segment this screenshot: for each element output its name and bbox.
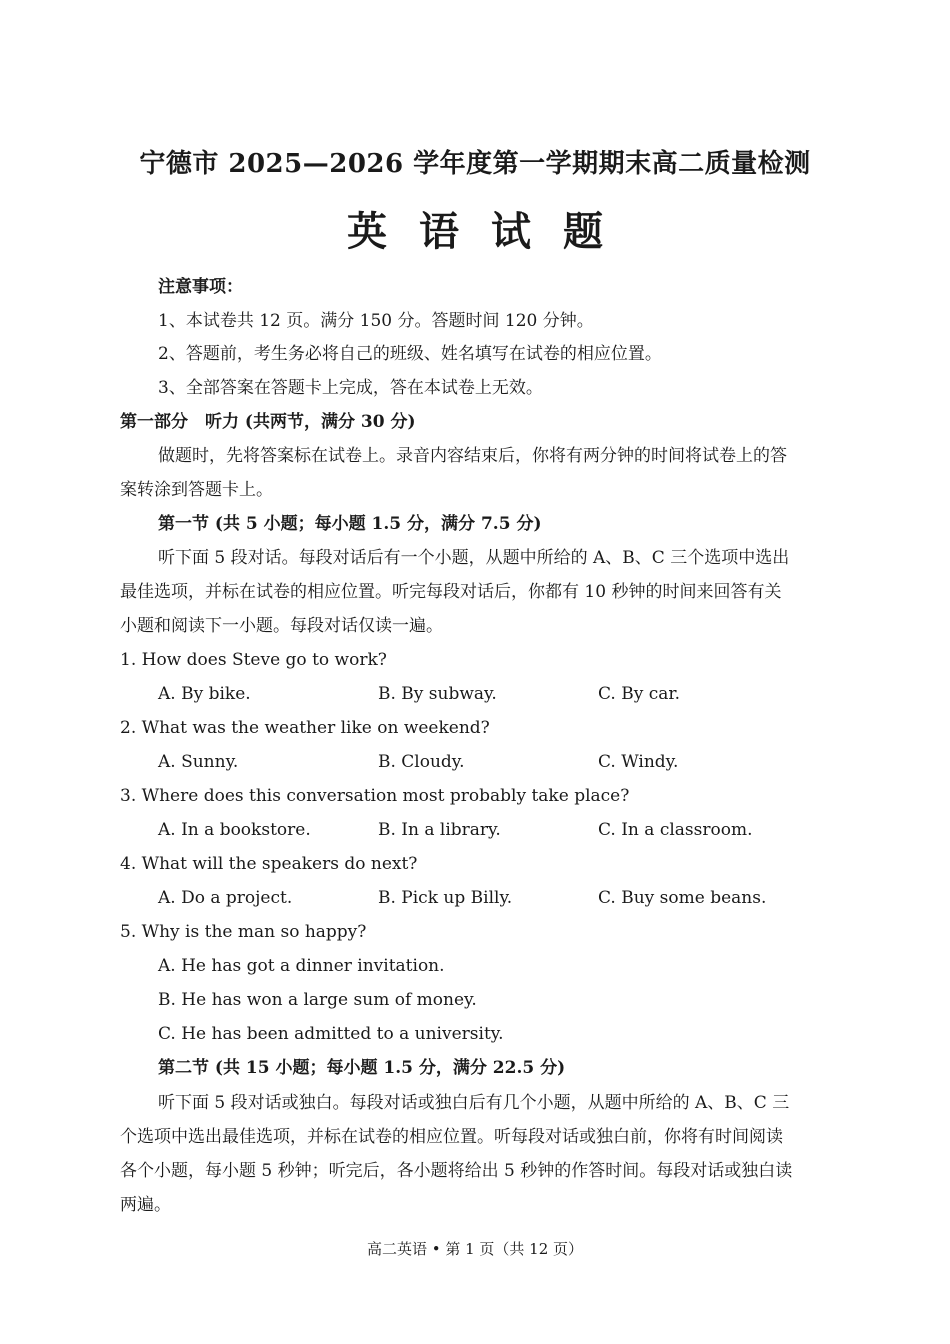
question-text: 2. What was the weather like on weekend? — [120, 718, 490, 738]
section2-intro-line: 各个小题，每小题 5 秒钟；听完后，各小题将给出 5 秒钟的作答时间。每段对话或独白读 — [120, 1161, 793, 1181]
option-b: B. He has won a large sum of money. — [158, 990, 477, 1010]
question-text: 5. Why is the man so happy? — [120, 922, 367, 942]
notice-item: 3、全部答案在答题卡上完成，答在本试卷上无效。 — [158, 378, 543, 398]
option-b: B. In a library. — [378, 820, 501, 840]
section1-intro-line: 小题和阅读下一小题。每段对话仅读一遍。 — [120, 616, 443, 636]
section2-intro-line: 个选项中选出最佳选项，并标在试卷的相应位置。听每段对话或独白前，你将有时间阅读 — [120, 1127, 783, 1147]
section1-intro-line: 最佳选项，并标在试卷的相应位置。听完每段对话后，你都有 10 秒钟的时间来回答有关 — [120, 582, 782, 602]
notice-heading: 注意事项： — [158, 277, 243, 297]
subject-title: 英语试题 — [347, 208, 635, 255]
section2-intro-line: 两遍。 — [120, 1195, 171, 1215]
option-c: C. Windy. — [598, 752, 679, 772]
option-a: A. Sunny. — [158, 752, 239, 772]
option-a: A. Do a project. — [158, 888, 293, 908]
option-a: A. In a bookstore. — [158, 820, 311, 840]
option-c: C. He has been admitted to a university. — [158, 1024, 504, 1044]
option-a: A. He has got a dinner invitation. — [158, 956, 445, 976]
part1-intro-line: 做题时，先将答案标在试卷上。录音内容结束后，你将有两分钟的时间将试卷上的答 — [158, 446, 787, 466]
part1-intro-line: 案转涂到答题卡上。 — [120, 480, 273, 500]
option-c: C. By car. — [598, 684, 681, 704]
part1-heading: 第一部分 听力 (共两节，满分 30 分) — [120, 412, 416, 432]
option-b: B. Pick up Billy. — [378, 888, 513, 908]
question-text: 1. How does Steve go to work? — [120, 650, 387, 670]
question-text: 3. Where does this conversation most probably take place? — [120, 786, 630, 806]
page-footer: 高二英语 • 第 1 页（共 12 页） — [366, 1240, 584, 1258]
notice-item: 1、本试卷共 12 页。满分 150 分。答题时间 120 分钟。 — [158, 311, 594, 331]
exam-title: 宁德市 2025—2026 学年度第一学期期末高二质量检测 — [139, 149, 811, 179]
option-a: A. By bike. — [158, 684, 251, 704]
section2-intro-line: 听下面 5 段对话或独白。每段对话或独白后有几个小题，从题中所给的 A、B、C 三 — [158, 1093, 790, 1113]
option-b: B. By subway. — [378, 684, 497, 704]
option-b: B. Cloudy. — [378, 752, 465, 772]
option-c: C. In a classroom. — [598, 820, 753, 840]
section2-heading: 第二节 (共 15 小题；每小题 1.5 分，满分 22.5 分) — [158, 1058, 566, 1078]
section1-heading: 第一节 (共 5 小题；每小题 1.5 分，满分 7.5 分) — [158, 514, 542, 534]
section1-intro-line: 听下面 5 段对话。每段对话后有一个小题，从题中所给的 A、B、C 三个选项中选出 — [158, 548, 790, 568]
notice-item: 2、答题前，考生务必将自己的班级、姓名填写在试卷的相应位置。 — [158, 344, 662, 364]
question-text: 4. What will the speakers do next? — [120, 854, 418, 874]
option-c: C. Buy some beans. — [598, 888, 767, 908]
